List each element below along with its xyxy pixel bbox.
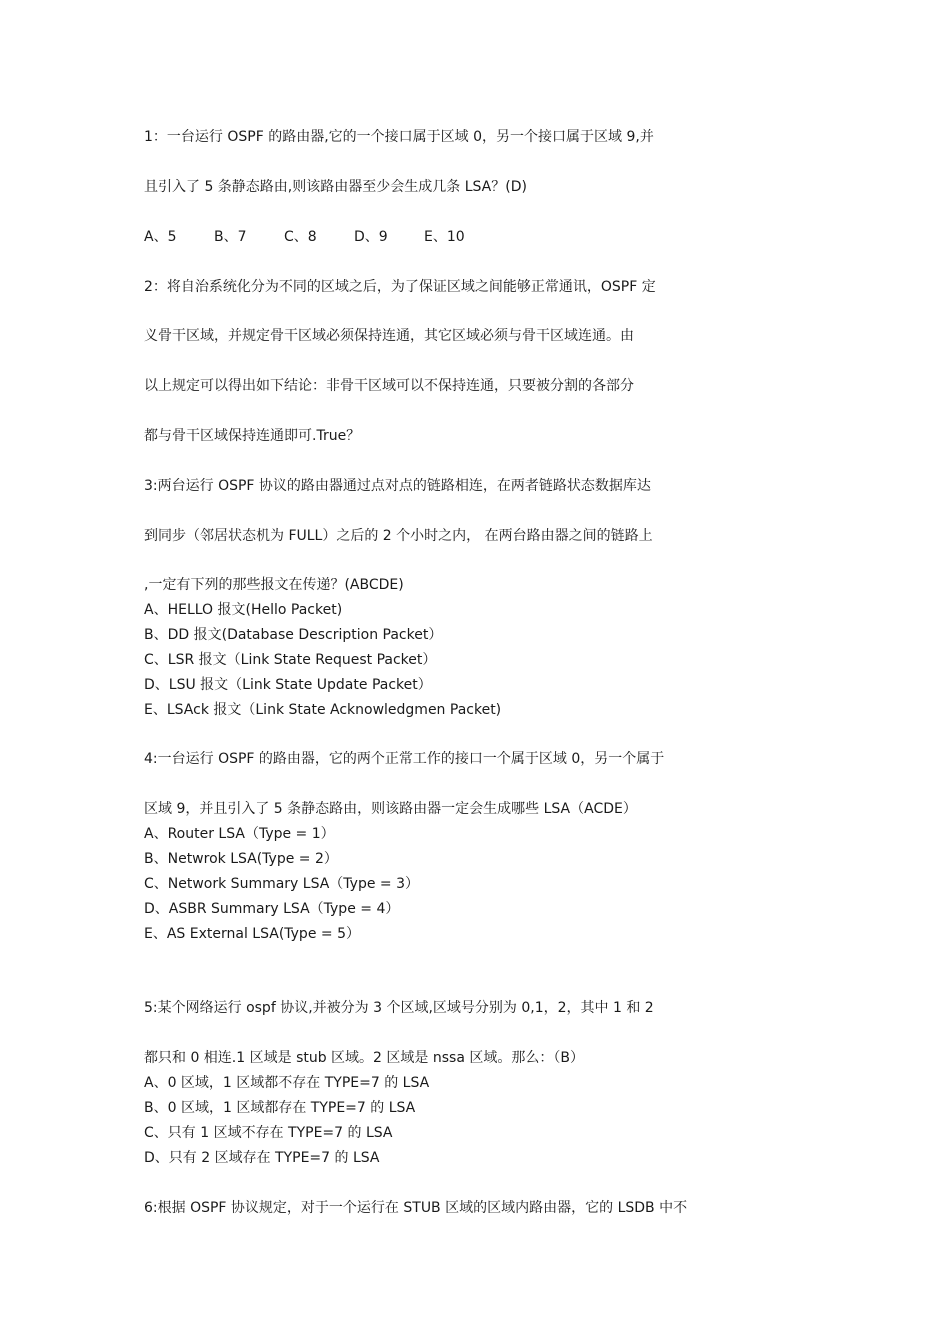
q2-line-3: 以上规定可以得出如下结论：非骨干区域可以不保持连通，只要被分割的各部分: [144, 378, 634, 394]
q5-option-c: C、只有 1 区域不存在 TYPE=7 的 LSA: [144, 1125, 393, 1141]
q5-line-1: 5:某个网络运行 ospf 协议,并被分为 3 个区域,区域号分别为 0,1，2，其中 1 和 2: [144, 1000, 654, 1016]
q4-option-a: A、Router LSA（Type = 1）: [144, 826, 335, 842]
q4-option-b: B、Netwrok LSA(Type = 2）: [144, 851, 338, 867]
q1-option-a: A、5: [144, 229, 177, 245]
q4-line-2: 区域 9，并且引入了 5 条静态路由，则该路由器一定会生成哪些 LSA（ACDE）: [144, 801, 637, 817]
q3-line-1: 3:两台运行 OSPF 协议的路由器通过点对点的链路相连，在两者链路状态数据库达: [144, 478, 651, 494]
q1-options: [144, 228, 494, 246]
q4-option-c: C、Network Summary LSA（Type = 3）: [144, 876, 420, 892]
q5-line-2: 都只和 0 相连.1 区域是 stub 区域。2 区域是 nssa 区域。那么：（B）: [144, 1050, 584, 1066]
q5-option-d: D、只有 2 区域存在 TYPE=7 的 LSA: [144, 1150, 380, 1166]
q3-option-e: E、LSAck 报文（Link State Acknowledgmen Packet): [144, 702, 502, 718]
q1-option-c: C、8: [284, 229, 317, 245]
q5-option-b: B、0 区域，1 区域都存在 TYPE=7 的 LSA: [144, 1100, 416, 1116]
q1-option-e: E、10: [424, 229, 465, 245]
q2-line-1: 2：将自治系统化分为不同的区域之后，为了保证区域之间能够正常通讯，OSPF 定: [144, 279, 656, 295]
q3-option-d: D、LSU 报文（Link State Update Packet）: [144, 677, 432, 693]
q1-line-2: 且引入了 5 条静态路由,则该路由器至少会生成几条 LSA？(D): [144, 179, 527, 195]
q5-option-a: A、0 区域，1 区域都不存在 TYPE=7 的 LSA: [144, 1075, 430, 1091]
q4-option-d: D、ASBR Summary LSA（Type = 4）: [144, 901, 400, 917]
q4-option-e: E、AS External LSA(Type = 5）: [144, 926, 360, 942]
q1-option-b: B、7: [214, 229, 247, 245]
q4-line-1: 4:一台运行 OSPF 的路由器，它的两个正常工作的接口一个属于区域 0，另一个属于: [144, 751, 665, 767]
q2-line-2: 义骨干区域，并规定骨干区域必须保持连通，其它区域必须与骨干区域连通。由: [144, 328, 634, 344]
q1-option-d: D、9: [354, 229, 388, 245]
q6-line-1: 6:根据 OSPF 协议规定，对于一个运行在 STUB 区域的区域内路由器，它的 LSDB 中不: [144, 1200, 688, 1216]
q3-option-a: A、HELLO 报文(Hello Packet): [144, 602, 343, 618]
q2-line-4: 都与骨干区域保持连通即可.True？: [144, 428, 361, 444]
q1-line-1: 1：一台运行 OSPF 的路由器,它的一个接口属于区域 0，另一个接口属于区域 9,并: [144, 129, 654, 145]
q3-line-2: 到同步（邻居状态机为 FULL）之后的 2 个小时之内， 在两台路由器之间的链路上: [144, 528, 653, 544]
q3-line-3: ,一定有下列的那些报文在传递？(ABCDE): [144, 577, 404, 593]
q3-option-b: B、DD 报文(Database Description Packet）: [144, 627, 443, 643]
q3-option-c: C、LSR 报文（Link State Request Packet）: [144, 652, 437, 668]
